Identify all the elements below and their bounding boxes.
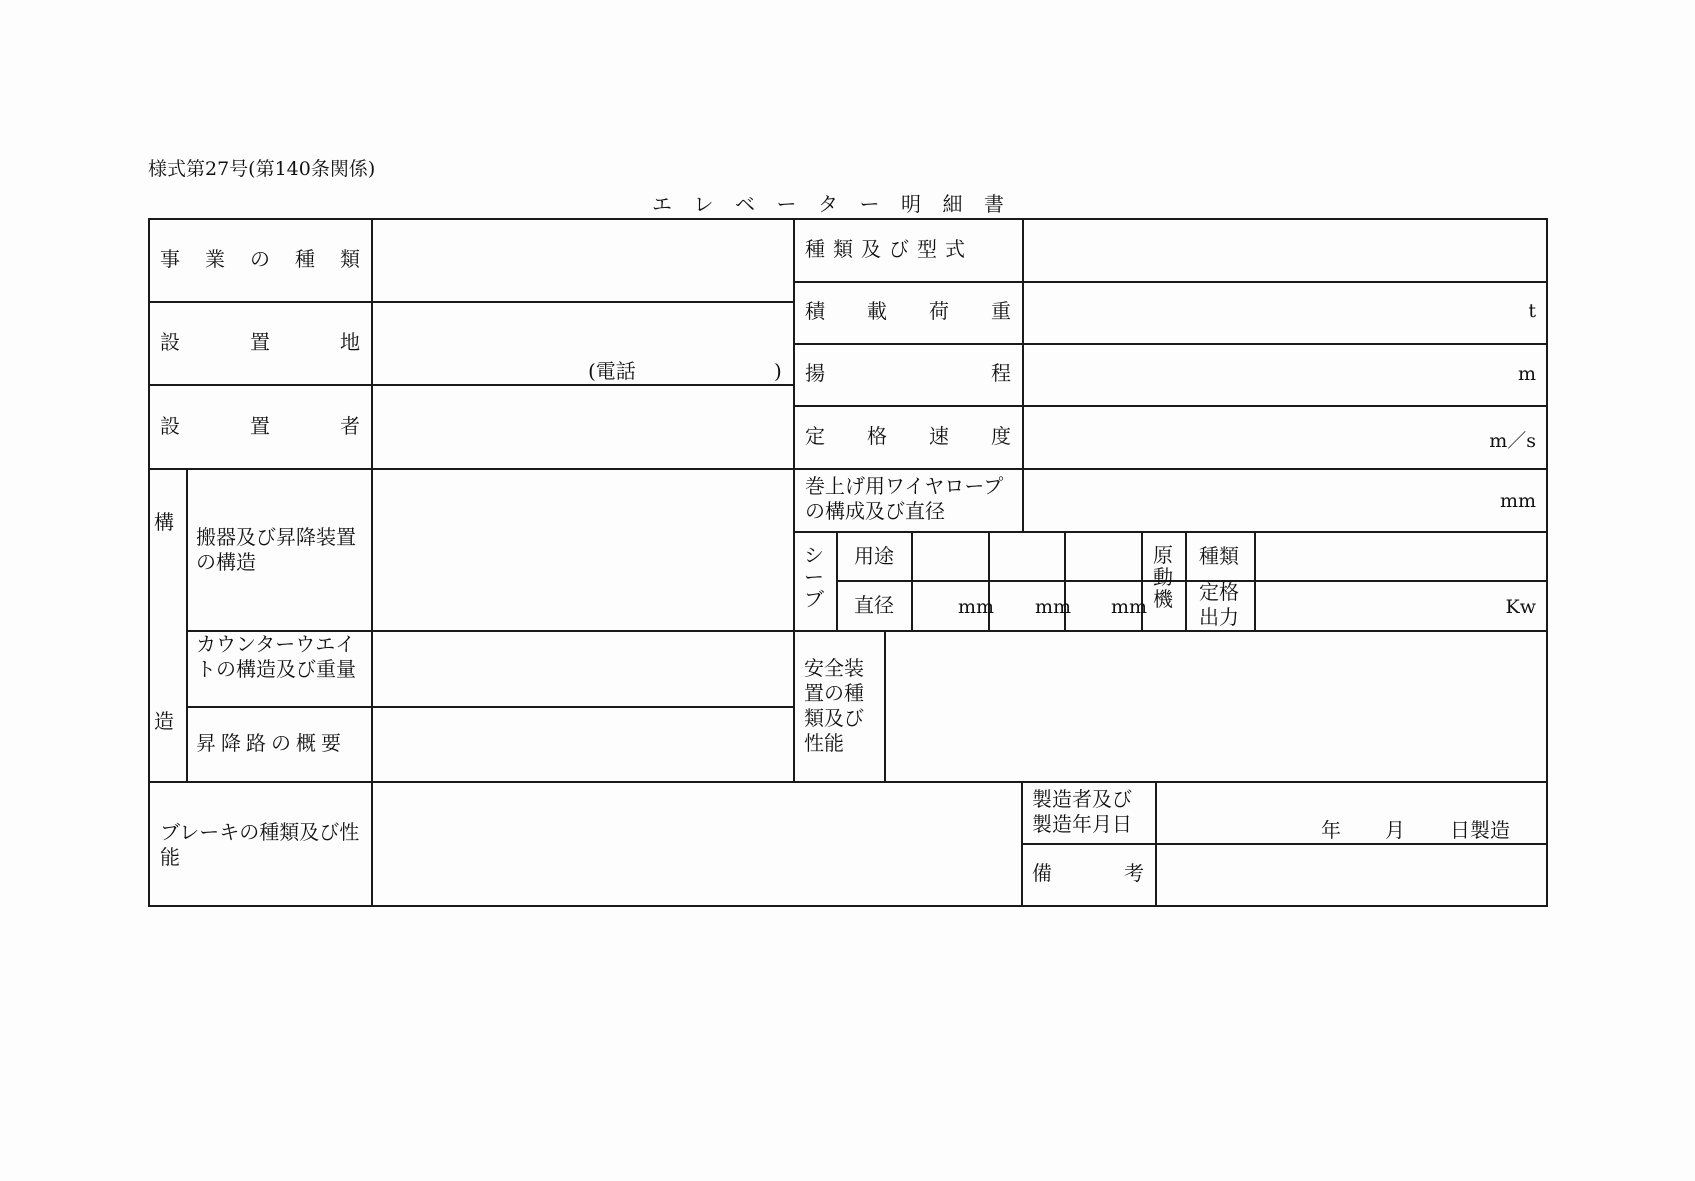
travel-label: 揚 程	[805, 361, 1011, 385]
divider-right-label	[1022, 218, 1024, 531]
structure-label-top: 構	[154, 510, 174, 534]
hoistway-label: 昇降路の概要	[196, 731, 346, 755]
rated-speed-label: 定 格 速 度	[805, 424, 1011, 448]
phone-close: )	[774, 359, 782, 383]
rated-load-unit: t	[1528, 300, 1536, 322]
installer-label: 設 置 者	[160, 414, 360, 438]
rule-right-2	[793, 343, 1548, 345]
sheave-col-2	[911, 531, 913, 631]
table-border-top	[148, 218, 1548, 220]
rule-right-6	[793, 630, 1548, 632]
phone-label: (電話	[588, 359, 636, 383]
output-unit: Kw	[1505, 596, 1536, 618]
rule-right-4	[793, 468, 1548, 470]
sheave-use-label: 用途	[854, 544, 894, 568]
table-border-right	[1546, 218, 1548, 906]
structure-label-bottom: 造	[154, 709, 174, 733]
divider-structure-col	[186, 468, 188, 781]
rule-right-3	[793, 405, 1548, 407]
motor-type-label: 種類	[1199, 544, 1239, 568]
safety-device-label: 安全装置の種類及び性能	[804, 656, 864, 755]
safety-label-divider	[884, 630, 886, 782]
rated-speed-unit: m／s	[1489, 430, 1536, 452]
rule-left-3	[148, 468, 794, 470]
rule-left-1	[148, 301, 794, 303]
elevator-spec-form	[148, 218, 1548, 906]
motor-col-2	[1254, 531, 1256, 631]
rule-full-6	[148, 781, 1548, 783]
day-made-label: 日製造	[1450, 818, 1510, 842]
diameter-unit-1: mm	[958, 596, 995, 618]
table-border-left	[148, 218, 150, 906]
counterweight-label: カウンターウエイトの構造及び重量	[196, 632, 356, 681]
rule-right-5	[793, 531, 1548, 533]
document-title: エレベーター明細書	[652, 192, 1026, 216]
table-border-bottom	[148, 905, 1548, 907]
rated-output-label: 定格出力	[1199, 580, 1239, 629]
location-label: 設 置 地	[160, 330, 360, 354]
brake-label: ブレーキの種類及び性能	[160, 820, 360, 869]
motor-label: 原動機	[1153, 543, 1173, 611]
diameter-unit-2: mm	[1035, 596, 1072, 618]
rule-right-1	[793, 281, 1548, 283]
rule-left-2	[148, 384, 794, 386]
divider-label-col	[371, 218, 373, 906]
motor-col-1	[1185, 531, 1187, 631]
year-label: 年	[1321, 818, 1341, 842]
car-structure-label: 搬器及び昇降装置の構造	[196, 525, 356, 574]
type-model-label: 種類及び型式	[805, 237, 973, 261]
manufacturer-label: 製造者及び製造年月日	[1032, 787, 1132, 836]
rule-sheave-mid	[836, 580, 1548, 582]
travel-unit: m	[1517, 363, 1536, 385]
remarks-label: 備 考	[1032, 861, 1144, 885]
business-type-label: 事 業 の 種 類	[160, 247, 360, 271]
bottom-rule	[1021, 843, 1548, 845]
sheave-col-1	[836, 531, 838, 631]
rated-load-label: 積 載 荷 重	[805, 299, 1011, 323]
sheave-label: シーブ	[804, 543, 824, 611]
sheave-diameter-label: 直径	[854, 593, 894, 617]
diameter-unit-3: mm	[1111, 596, 1148, 618]
rule-left-5	[186, 706, 794, 708]
month-label: 月	[1385, 818, 1405, 842]
wire-rope-label: 巻上げ用ワイヤロープの構成及び直径	[805, 474, 1004, 523]
form-number: 様式第27号(第140条関係)	[148, 158, 376, 180]
wire-rope-unit: mm	[1499, 490, 1536, 512]
